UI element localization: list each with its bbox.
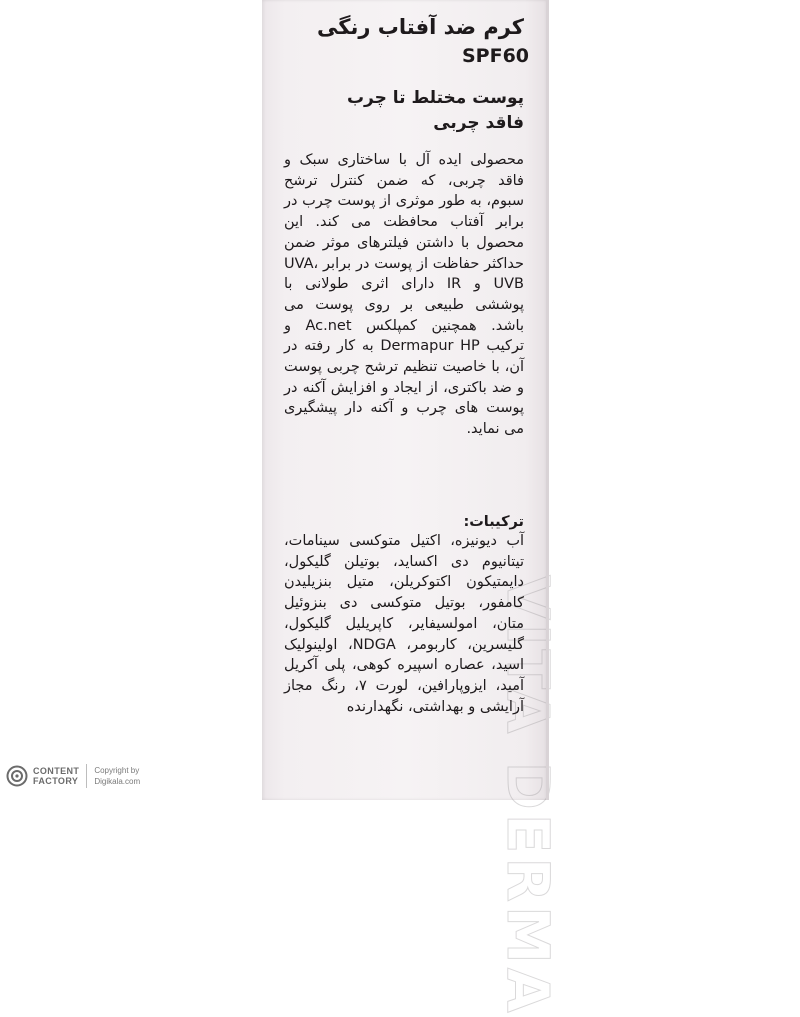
copyright-notice bbox=[94, 765, 140, 787]
skin-type-line-1: پوست مختلط تا چرب bbox=[346, 88, 524, 108]
product-title: کرم ضد آفتاب رنگی bbox=[317, 15, 524, 39]
embossed-brand-text: VITA DERMA bbox=[494, 575, 562, 1017]
logo-line-1: CONTENT bbox=[33, 766, 80, 776]
box-edge bbox=[546, 0, 549, 800]
content-factory-logo bbox=[6, 761, 140, 791]
logo-divider bbox=[86, 764, 87, 788]
logo-wordmark bbox=[33, 766, 79, 786]
skin-type-line-2: فاقد چربی bbox=[433, 113, 524, 133]
copyright-line-2: Digikala.com bbox=[94, 777, 141, 786]
ingredients-list: آب دیونیزه، اکتیل متوکسی سینامات، تیتانیوم دی اکساید، بوتیلن گلیکول، دایمتیکون اکتوکریلن، متیل بنزیلیدن کامفور، بوتیل متوکسی دی بنزوئیل متان، امولسیفایر، کاپریلیل گلیکول، گلیسرین، کاربومر، NDGA، اولینولیک اسید، عصاره اسپیره کوهی، پلی آکریل آمید، ایزوپارافین، لورت ۷، رنگ مجاز آرایشی و بهداشتی، نگهدارنده bbox=[284, 533, 524, 715]
product-description: محصولی ایده آل با ساختاری سبک و فاقد چربی، که ضمن کنترل ترشح سبوم، به طور موثری از پوست چرب در برابر آفتاب محافظت می کند. این محصول با داشتن فیلترهای موثر ضمن حداکثر حفاظت از پوست در برابر UVA، UVB و IR دارای اثری طولانی با پوششی طبیعی بر روی پوست می باشد. همچنین کمپلکس Ac.net و ترکیب Dermapur HP به کار رفته در آن، با خاصیت تنظیم ترشح چربی پوست و ضد باکتری، از ایجاد و افزایش آکنه در پوست های چرب و آکنه دار پیشگیری می نماید. bbox=[284, 152, 524, 438]
content-factory-logo-icon bbox=[6, 765, 28, 787]
ingredients-heading: ترکیبات: bbox=[463, 514, 524, 530]
copyright-line-1: Copyright by bbox=[94, 766, 140, 775]
skin-type-label bbox=[284, 86, 524, 136]
spf-label: SPF60 bbox=[462, 45, 530, 67]
logo-line-2: FACTORY bbox=[33, 776, 79, 786]
